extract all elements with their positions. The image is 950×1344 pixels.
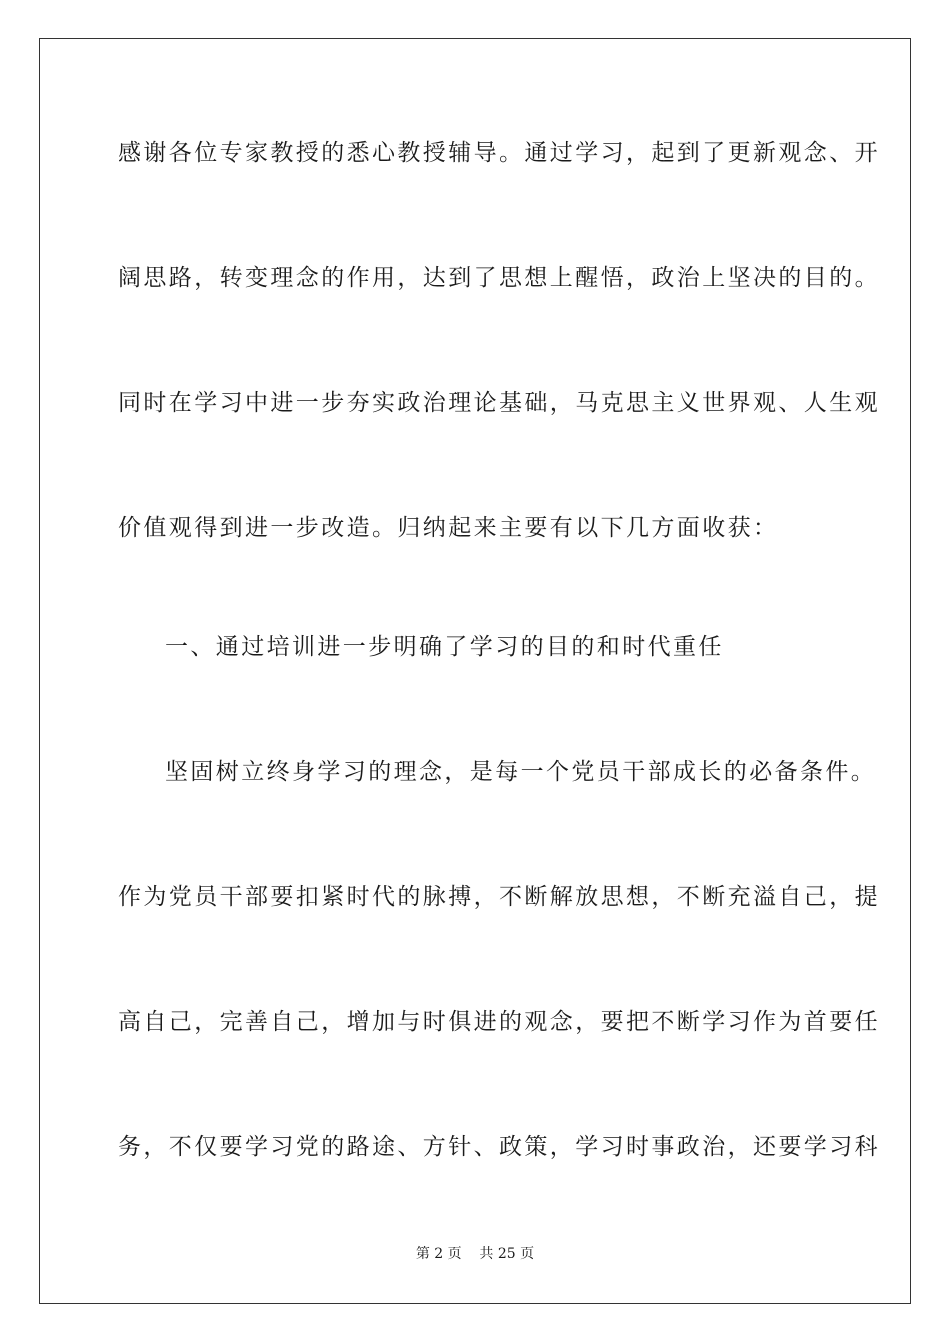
page-border (39, 38, 911, 1304)
text-line-7: 作为党员干部要扣紧时代的脉搏，不断解放思想，不断充溢自己，提 (118, 884, 880, 910)
text-line-9: 务，不仅要学习党的路途、方针、政策，学习时事政治，还要学习科 (118, 1134, 880, 1160)
text-line-8: 高自己，完善自己，增加与时俱进的观念，要把不断学习作为首要任 (118, 1009, 880, 1035)
text-line-1: 感谢各位专家教授的悉心教授辅导。通过学习，起到了更新观念、开 (118, 140, 880, 166)
text-line-2: 阔思路，转变理念的作用，达到了思想上醒悟，政治上坚决的目的。 (118, 265, 880, 291)
page-number-footer: 第 2 页 共 25 页 (415, 1246, 535, 1262)
section-heading: 一、通过培训进一步明确了学习的目的和时代重任 (165, 634, 724, 660)
text-line-4: 价值观得到进一步改造。归纳起来主要有以下几方面收获： (118, 515, 779, 541)
text-line-6: 坚固树立终身学习的理念，是每一个党员干部成长的必备条件。 (165, 759, 877, 785)
text-line-3: 同时在学习中进一步夯实政治理论基础，马克思主义世界观、人生观 (118, 390, 880, 416)
